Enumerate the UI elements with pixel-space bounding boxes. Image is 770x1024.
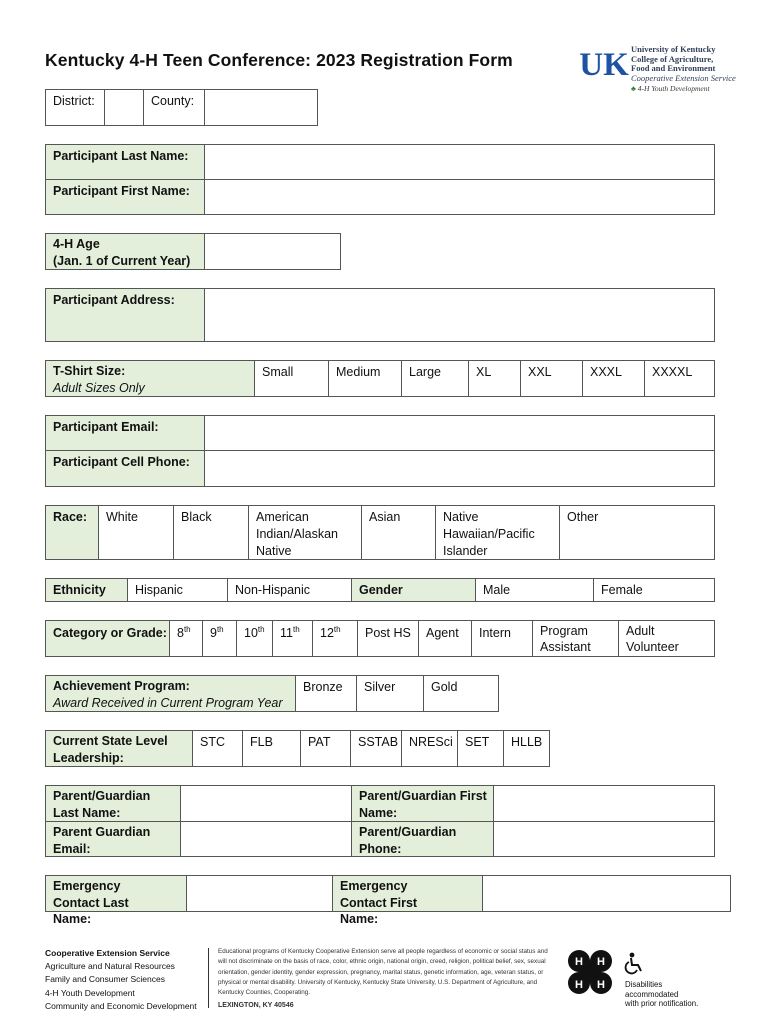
grade-8-suffix: th bbox=[183, 624, 191, 634]
disabilities-line-3: with prior notification. bbox=[625, 999, 699, 1008]
footer-divider bbox=[208, 948, 209, 1008]
leadership-option-stc[interactable]: STC bbox=[193, 731, 243, 766]
leadership-option-nresci[interactable]: NRESci bbox=[402, 731, 458, 766]
svg-text:H: H bbox=[597, 979, 605, 991]
grade-12-suffix: th bbox=[333, 624, 341, 634]
footer-unit-4: 4-H Youth Development bbox=[45, 987, 135, 998]
guardian-last-name-label: Parent/Guardian Last Name: bbox=[46, 786, 181, 822]
achievement-option-bronze[interactable]: Bronze bbox=[296, 676, 357, 711]
guardian-table bbox=[45, 785, 715, 857]
four-h-clover-icon bbox=[562, 944, 618, 1005]
grade-9-suffix: th bbox=[216, 624, 224, 634]
age-label-line1: 4-H Age bbox=[53, 237, 100, 251]
race-table bbox=[45, 505, 715, 560]
emergency-first-name-field[interactable] bbox=[483, 876, 730, 911]
leadership-label: Current State Level Leadership: bbox=[46, 731, 193, 766]
logo-university: University of Kentucky bbox=[631, 44, 716, 54]
address-label: Participant Address: bbox=[46, 289, 205, 341]
tshirt-option-small[interactable]: Small bbox=[255, 361, 329, 396]
email-label: Participant Email: bbox=[46, 416, 205, 451]
footer-statement-block bbox=[218, 947, 548, 1012]
participant-first-name-label: Participant First Name: bbox=[46, 180, 205, 214]
leadership-option-pat[interactable]: PAT bbox=[301, 731, 351, 766]
gender-option-female[interactable]: Female bbox=[601, 583, 643, 597]
leadership-option-hllb[interactable]: HLLB bbox=[511, 735, 543, 749]
district-field[interactable] bbox=[105, 90, 144, 125]
cell-phone-field[interactable] bbox=[205, 451, 714, 486]
guardian-phone-field[interactable] bbox=[494, 822, 714, 856]
grade-10-value: 10 bbox=[244, 626, 258, 640]
ethnicity-option-non-hispanic[interactable]: Non-Hispanic bbox=[228, 579, 352, 601]
svg-text:H: H bbox=[575, 979, 583, 991]
footer-unit-1: Cooperative Extension Service bbox=[45, 948, 170, 958]
svg-text:H: H bbox=[575, 956, 583, 968]
ethnicity-gender-table bbox=[45, 578, 715, 602]
guardian-phone-label: Parent/Guardian Phone: bbox=[352, 822, 494, 856]
logo-text bbox=[631, 45, 736, 83]
tshirt-option-xxl[interactable]: XXL bbox=[521, 361, 583, 396]
ethnicity-option-hispanic[interactable]: Hispanic bbox=[128, 579, 228, 601]
logo-college-2: Food and Environment bbox=[631, 63, 716, 73]
achievement-option-gold[interactable]: Gold bbox=[431, 680, 458, 694]
grade-12-value: 12 bbox=[320, 626, 334, 640]
grade-option-12[interactable] bbox=[313, 621, 358, 656]
contact-table bbox=[45, 415, 715, 487]
ethnicity-label: Ethnicity bbox=[46, 579, 128, 601]
grade-option-11[interactable] bbox=[273, 621, 313, 656]
uk-logo-mark: UK bbox=[579, 47, 629, 83]
tshirt-option-xxxl[interactable]: XXXL bbox=[583, 361, 645, 396]
category-table bbox=[45, 620, 715, 657]
leadership-option-flb[interactable]: FLB bbox=[243, 731, 301, 766]
leadership-table bbox=[45, 730, 550, 767]
age-label-line2: (Jan. 1 of Current Year) bbox=[53, 253, 191, 268]
uk-logo bbox=[579, 45, 629, 86]
tshirt-table bbox=[45, 360, 715, 397]
tshirt-option-xl[interactable]: XL bbox=[469, 361, 521, 396]
grade-11-suffix: th bbox=[292, 624, 300, 634]
disabilities-line-1: Disabilities bbox=[625, 980, 663, 989]
race-option-other[interactable]: Other bbox=[567, 510, 599, 524]
participant-first-name-field[interactable] bbox=[205, 180, 714, 214]
race-option-white[interactable]: White bbox=[99, 506, 174, 559]
achievement-option-silver[interactable]: Silver bbox=[357, 676, 424, 711]
race-option-american-indian[interactable]: American Indian/Alaskan Native bbox=[249, 506, 362, 559]
clover-icon: ♣ bbox=[631, 84, 636, 93]
guardian-first-name-field[interactable] bbox=[494, 786, 714, 822]
category-option-agent[interactable]: Agent bbox=[419, 621, 472, 656]
county-field[interactable] bbox=[205, 90, 317, 125]
address-table bbox=[45, 288, 715, 342]
leadership-option-set[interactable]: SET bbox=[458, 731, 504, 766]
footer-statement: Educational programs of Kentucky Cooperative Extension serve all people regardless of economic or social status and will not discriminate on the basis of race, color, ethnic origin, national origin, creed, religion, political belief, sex, sexual orientation, gender identity, gender expression, pregnancy, marital status, genetic information, age, veteran status, or physical or mental disability. University of Kentucky, Kentucky State University, U.S. Department of Agriculture, and Kentucky Counties, Cooperating. bbox=[218, 948, 548, 997]
tshirt-option-xxxxl[interactable]: XXXXL bbox=[652, 365, 693, 379]
grade-8-value: 8 bbox=[177, 626, 184, 640]
race-option-native-hawaiian[interactable]: Native Hawaiian/Pacific Islander bbox=[436, 506, 560, 559]
logo-college-1: College of Agriculture, bbox=[631, 53, 714, 64]
participant-last-name-field[interactable] bbox=[205, 145, 714, 180]
guardian-first-name-label: Parent/Guardian First Name: bbox=[352, 786, 494, 822]
grade-option-10[interactable] bbox=[237, 621, 273, 656]
district-label: District: bbox=[46, 90, 105, 125]
participant-last-name-label: Participant Last Name: bbox=[46, 145, 205, 180]
emergency-last-name-label: Emergency Contact Last Name: bbox=[46, 876, 187, 911]
accessibility-icon bbox=[625, 952, 645, 979]
age-field[interactable] bbox=[205, 234, 340, 269]
category-option-post-hs[interactable]: Post HS bbox=[358, 621, 419, 656]
tshirt-option-large[interactable]: Large bbox=[402, 361, 469, 396]
cell-phone-label: Participant Cell Phone: bbox=[46, 451, 205, 486]
district-county-table bbox=[45, 89, 318, 126]
category-option-program-assistant[interactable]: Program Assistant bbox=[533, 621, 619, 656]
grade-option-9[interactable] bbox=[203, 621, 237, 656]
leadership-option-sstab[interactable]: SSTAB bbox=[351, 731, 402, 766]
logo-service: Cooperative Extension Service bbox=[631, 72, 736, 83]
gender-label: Gender bbox=[352, 579, 476, 601]
tshirt-label-sub: Adult Sizes Only bbox=[53, 380, 145, 395]
grade-option-8[interactable] bbox=[170, 621, 203, 656]
achievement-label-sub: Award Received in Current Program Year bbox=[53, 695, 283, 710]
svg-text:H: H bbox=[597, 956, 605, 968]
guardian-email-label: Parent Guardian Email: bbox=[46, 822, 181, 856]
form-title: Kentucky 4-H Teen Conference: 2023 Registration Form bbox=[45, 50, 513, 70]
participant-name-table bbox=[45, 144, 715, 215]
age-table bbox=[45, 233, 341, 270]
emergency-first-name-label: Emergency Contact First Name: bbox=[333, 876, 483, 911]
tshirt-label bbox=[46, 361, 255, 396]
category-option-intern[interactable]: Intern bbox=[472, 621, 533, 656]
grade-10-suffix: th bbox=[257, 624, 265, 634]
grade-9-value: 9 bbox=[210, 626, 217, 640]
achievement-label-main: Achievement Program: bbox=[53, 679, 190, 693]
county-label: County: bbox=[144, 90, 205, 125]
emergency-table bbox=[45, 875, 731, 926]
disabilities-line-2: accommodated bbox=[625, 989, 679, 999]
footer-city: LEXINGTON, KY 40546 bbox=[218, 1002, 294, 1010]
guardian-last-name-field[interactable] bbox=[181, 786, 352, 822]
achievement-table bbox=[45, 675, 499, 712]
footer-units bbox=[45, 947, 197, 1013]
logo-4h bbox=[631, 84, 710, 93]
emergency-last-name-field[interactable] bbox=[187, 876, 333, 911]
achievement-label bbox=[46, 676, 296, 711]
email-field[interactable] bbox=[205, 416, 714, 451]
race-label: Race: bbox=[46, 506, 99, 559]
guardian-email-field[interactable] bbox=[181, 822, 352, 856]
category-option-adult-volunteer[interactable]: Adult Volunteer bbox=[626, 624, 679, 654]
tshirt-option-medium[interactable]: Medium bbox=[329, 361, 402, 396]
race-option-asian[interactable]: Asian bbox=[362, 506, 436, 559]
age-label bbox=[46, 234, 205, 269]
race-option-black[interactable]: Black bbox=[174, 506, 249, 559]
gender-option-male[interactable]: Male bbox=[476, 579, 594, 601]
logo-youth: 4-H Youth Development bbox=[637, 84, 710, 93]
address-field[interactable] bbox=[205, 289, 714, 341]
footer-unit-5: Community and Economic Development bbox=[45, 1000, 197, 1011]
category-label: Category or Grade: bbox=[46, 621, 170, 656]
footer-unit-2: Agriculture and Natural Resources bbox=[45, 961, 175, 972]
footer-unit-3: Family and Consumer Sciences bbox=[45, 974, 165, 985]
disabilities-note bbox=[625, 980, 698, 1009]
tshirt-label-main: T-Shirt Size: bbox=[53, 364, 126, 378]
grade-11-value: 11 bbox=[280, 626, 293, 640]
